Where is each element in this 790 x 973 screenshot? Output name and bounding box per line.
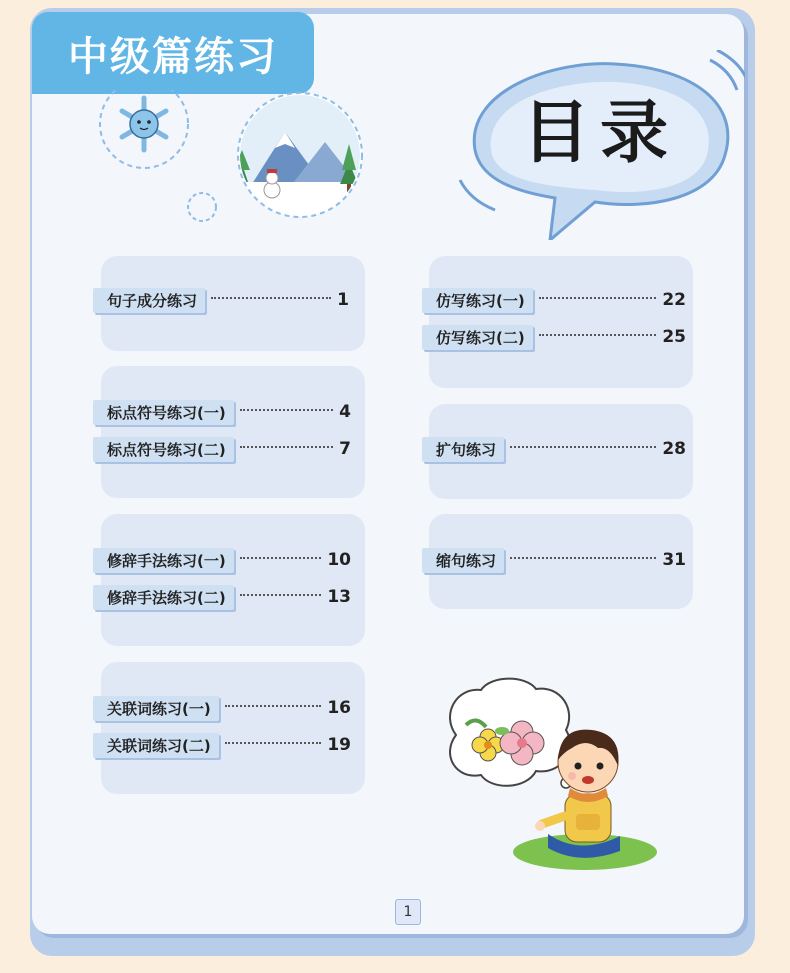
leader-dots — [240, 594, 322, 596]
toc-entry-label: 关联词练习(一) — [93, 696, 219, 721]
leader-dots — [211, 297, 331, 299]
section-title-tab: 中级篇练习 — [32, 12, 314, 94]
page-number: 1 — [395, 899, 421, 925]
toc-entry-label: 标点符号练习(二) — [93, 437, 234, 462]
toc-entry-label: 标点符号练习(一) — [93, 400, 234, 425]
toc-card — [101, 662, 365, 794]
toc-entry-label: 句子成分练习 — [93, 288, 205, 313]
winter-scene-illustration — [230, 92, 370, 218]
toc-title: 目录 — [521, 92, 678, 173]
toc-card — [101, 366, 365, 498]
leader-dots — [240, 557, 322, 559]
leader-dots — [539, 297, 657, 299]
toc-entry-label: 修辞手法练习(二) — [93, 585, 234, 610]
toc-entry[interactable] — [422, 548, 686, 572]
toc-entry[interactable] — [422, 437, 686, 461]
toc-entry-page: 31 — [662, 550, 686, 570]
toc-entry-page: 22 — [662, 290, 686, 310]
toc-entry-label: 关联词练习(二) — [93, 733, 219, 758]
leader-dots — [225, 705, 322, 707]
toc-entry[interactable] — [93, 733, 351, 757]
toc-entry-page: 28 — [662, 439, 686, 459]
snowflake-icon — [98, 90, 194, 170]
toc-entry-page: 25 — [662, 327, 686, 347]
toc-entry-page: 4 — [339, 402, 351, 422]
toc-entry-page: 1 — [337, 290, 349, 310]
toc-entry[interactable] — [93, 696, 351, 720]
toc-entry-label: 扩句练习 — [422, 437, 504, 462]
boy-thinking-illustration — [510, 716, 660, 876]
toc-entry[interactable] — [93, 288, 349, 312]
leader-dots — [539, 334, 657, 336]
leader-dots — [510, 446, 656, 448]
toc-entry[interactable] — [93, 548, 351, 572]
leader-dots — [240, 409, 333, 411]
toc-entry-page: 10 — [327, 550, 351, 570]
toc-card — [429, 256, 693, 388]
toc-entry-page: 13 — [327, 587, 351, 607]
leader-dots — [225, 742, 322, 744]
toc-entry[interactable] — [93, 400, 351, 424]
toc-entry-page: 19 — [327, 735, 351, 755]
toc-entry[interactable] — [422, 288, 686, 312]
toc-entry-label: 修辞手法练习(一) — [93, 548, 234, 573]
toc-entry[interactable] — [422, 325, 686, 349]
leader-dots — [240, 446, 333, 448]
toc-entry-label: 缩句练习 — [422, 548, 504, 573]
toc-entry[interactable] — [93, 437, 351, 461]
toc-entry-page: 7 — [339, 439, 351, 459]
dashed-circle-decoration — [185, 190, 219, 224]
leader-dots — [510, 557, 656, 559]
toc-entry-page: 16 — [327, 698, 351, 718]
toc-entry-label: 仿写练习(一) — [422, 288, 533, 313]
toc-card — [101, 514, 365, 646]
toc-entry-label: 仿写练习(二) — [422, 325, 533, 350]
toc-entry[interactable] — [93, 585, 351, 609]
